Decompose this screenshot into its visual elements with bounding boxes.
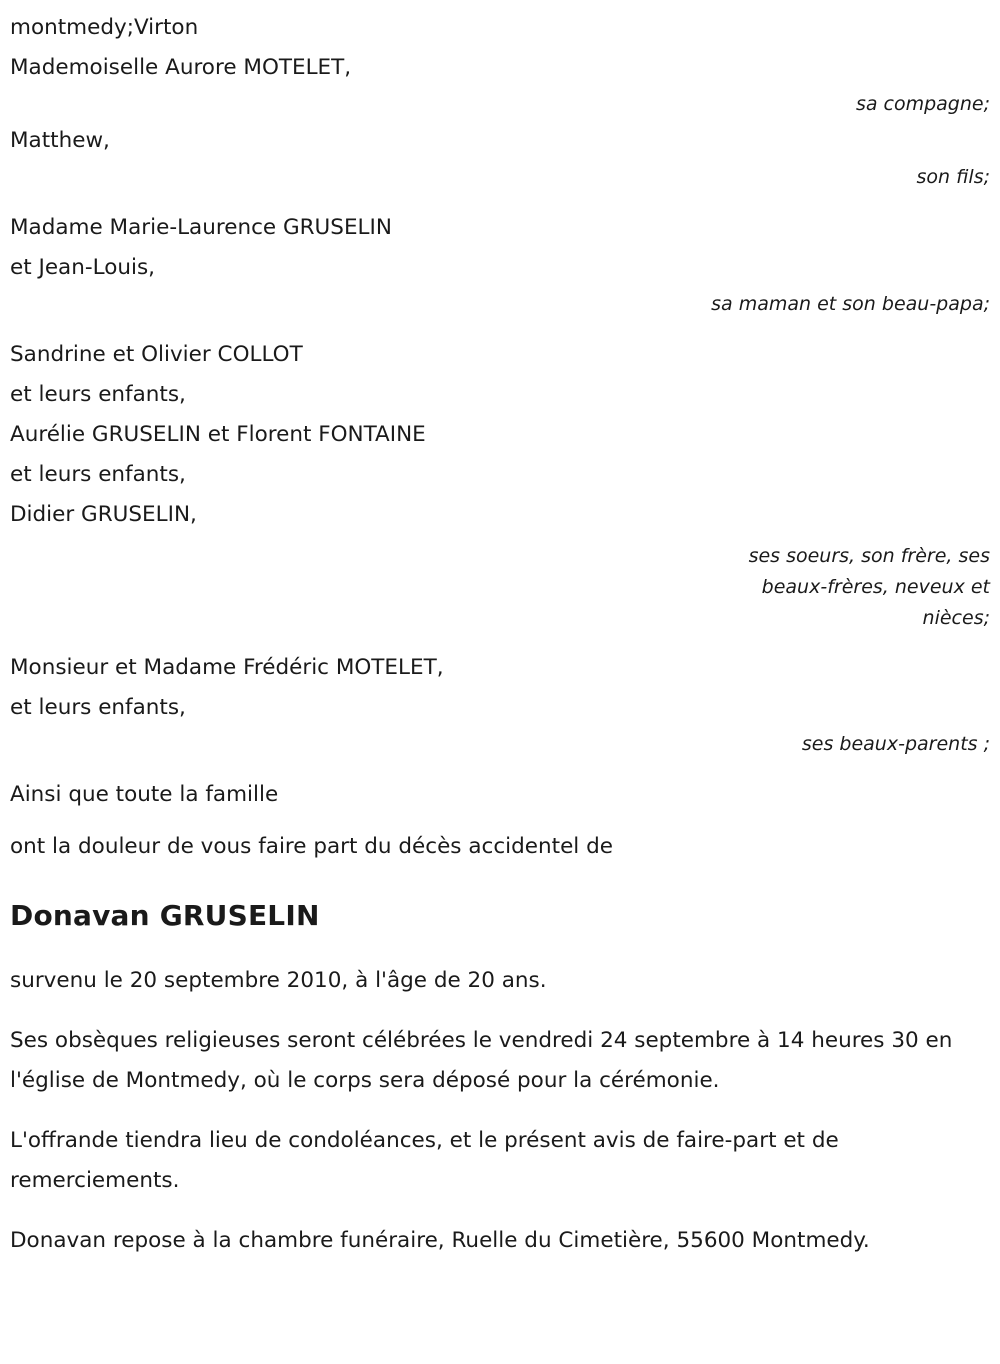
family-member-name: Monsieur et Madame Frédéric MOTELET, bbox=[10, 655, 444, 680]
family-block bbox=[10, 775, 990, 815]
family-block bbox=[10, 208, 990, 321]
relation-label: ses soeurs, son frère, ses beaux-frères, neveux et nièces; bbox=[748, 545, 997, 629]
relation-label: sa compagne; bbox=[855, 93, 990, 115]
family-member-name: Ainsi que toute la famille bbox=[10, 782, 279, 807]
relation-label: sa maman et son beau-papa; bbox=[711, 293, 990, 315]
family-member-name: et leurs enfants, bbox=[10, 695, 186, 720]
location-line: montmedy;Virton bbox=[10, 15, 199, 40]
family-member-name: Aurélie GRUSELIN et Florent FONTAINE bbox=[10, 422, 426, 447]
relation-label: son fils; bbox=[916, 166, 990, 188]
family-member-name: Madame Marie-Laurence GRUSELIN bbox=[10, 215, 392, 240]
family-member-name: et leurs enfants, bbox=[10, 462, 186, 487]
announcement-line: ont la douleur de vous faire part du décès accidentel de bbox=[10, 834, 613, 859]
family-block bbox=[10, 648, 990, 761]
relation-label: ses beaux-parents ; bbox=[801, 733, 990, 755]
spacer bbox=[10, 634, 990, 648]
family-block bbox=[10, 335, 997, 634]
family-member-name: Sandrine et Olivier COLLOT bbox=[10, 342, 303, 367]
family-member-name: Matthew, bbox=[10, 128, 110, 153]
notice-paragraph: Ses obsèques religieuses seront célébrées le vendredi 24 septembre à 14 heures 30 en l'église de Montmedy, où le corps sera déposé pour la cérémonie. bbox=[10, 1028, 960, 1093]
family-member-name: et leurs enfants, bbox=[10, 382, 186, 407]
family-member-name: et Jean-Louis, bbox=[10, 255, 156, 280]
notice-paragraph: survenu le 20 septembre 2010, à l'âge de 20 ans. bbox=[10, 968, 547, 993]
family-member-name: Mademoiselle Aurore MOTELET, bbox=[10, 55, 352, 80]
family-block bbox=[10, 48, 990, 121]
family-member-name: Didier GRUSELIN, bbox=[10, 502, 197, 527]
notice-paragraph: L'offrande tiendra lieu de condoléances, et le présent avis de faire-part et de remerciements. bbox=[10, 1128, 846, 1193]
family-block bbox=[10, 121, 990, 194]
notice-paragraph: Donavan repose à la chambre funéraire, Ruelle du Cimetière, 55600 Montmedy. bbox=[10, 1228, 870, 1253]
spacer bbox=[10, 321, 990, 335]
spacer bbox=[10, 761, 990, 775]
spacer bbox=[10, 194, 990, 208]
deceased-name: Donavan GRUSELIN bbox=[10, 899, 320, 932]
